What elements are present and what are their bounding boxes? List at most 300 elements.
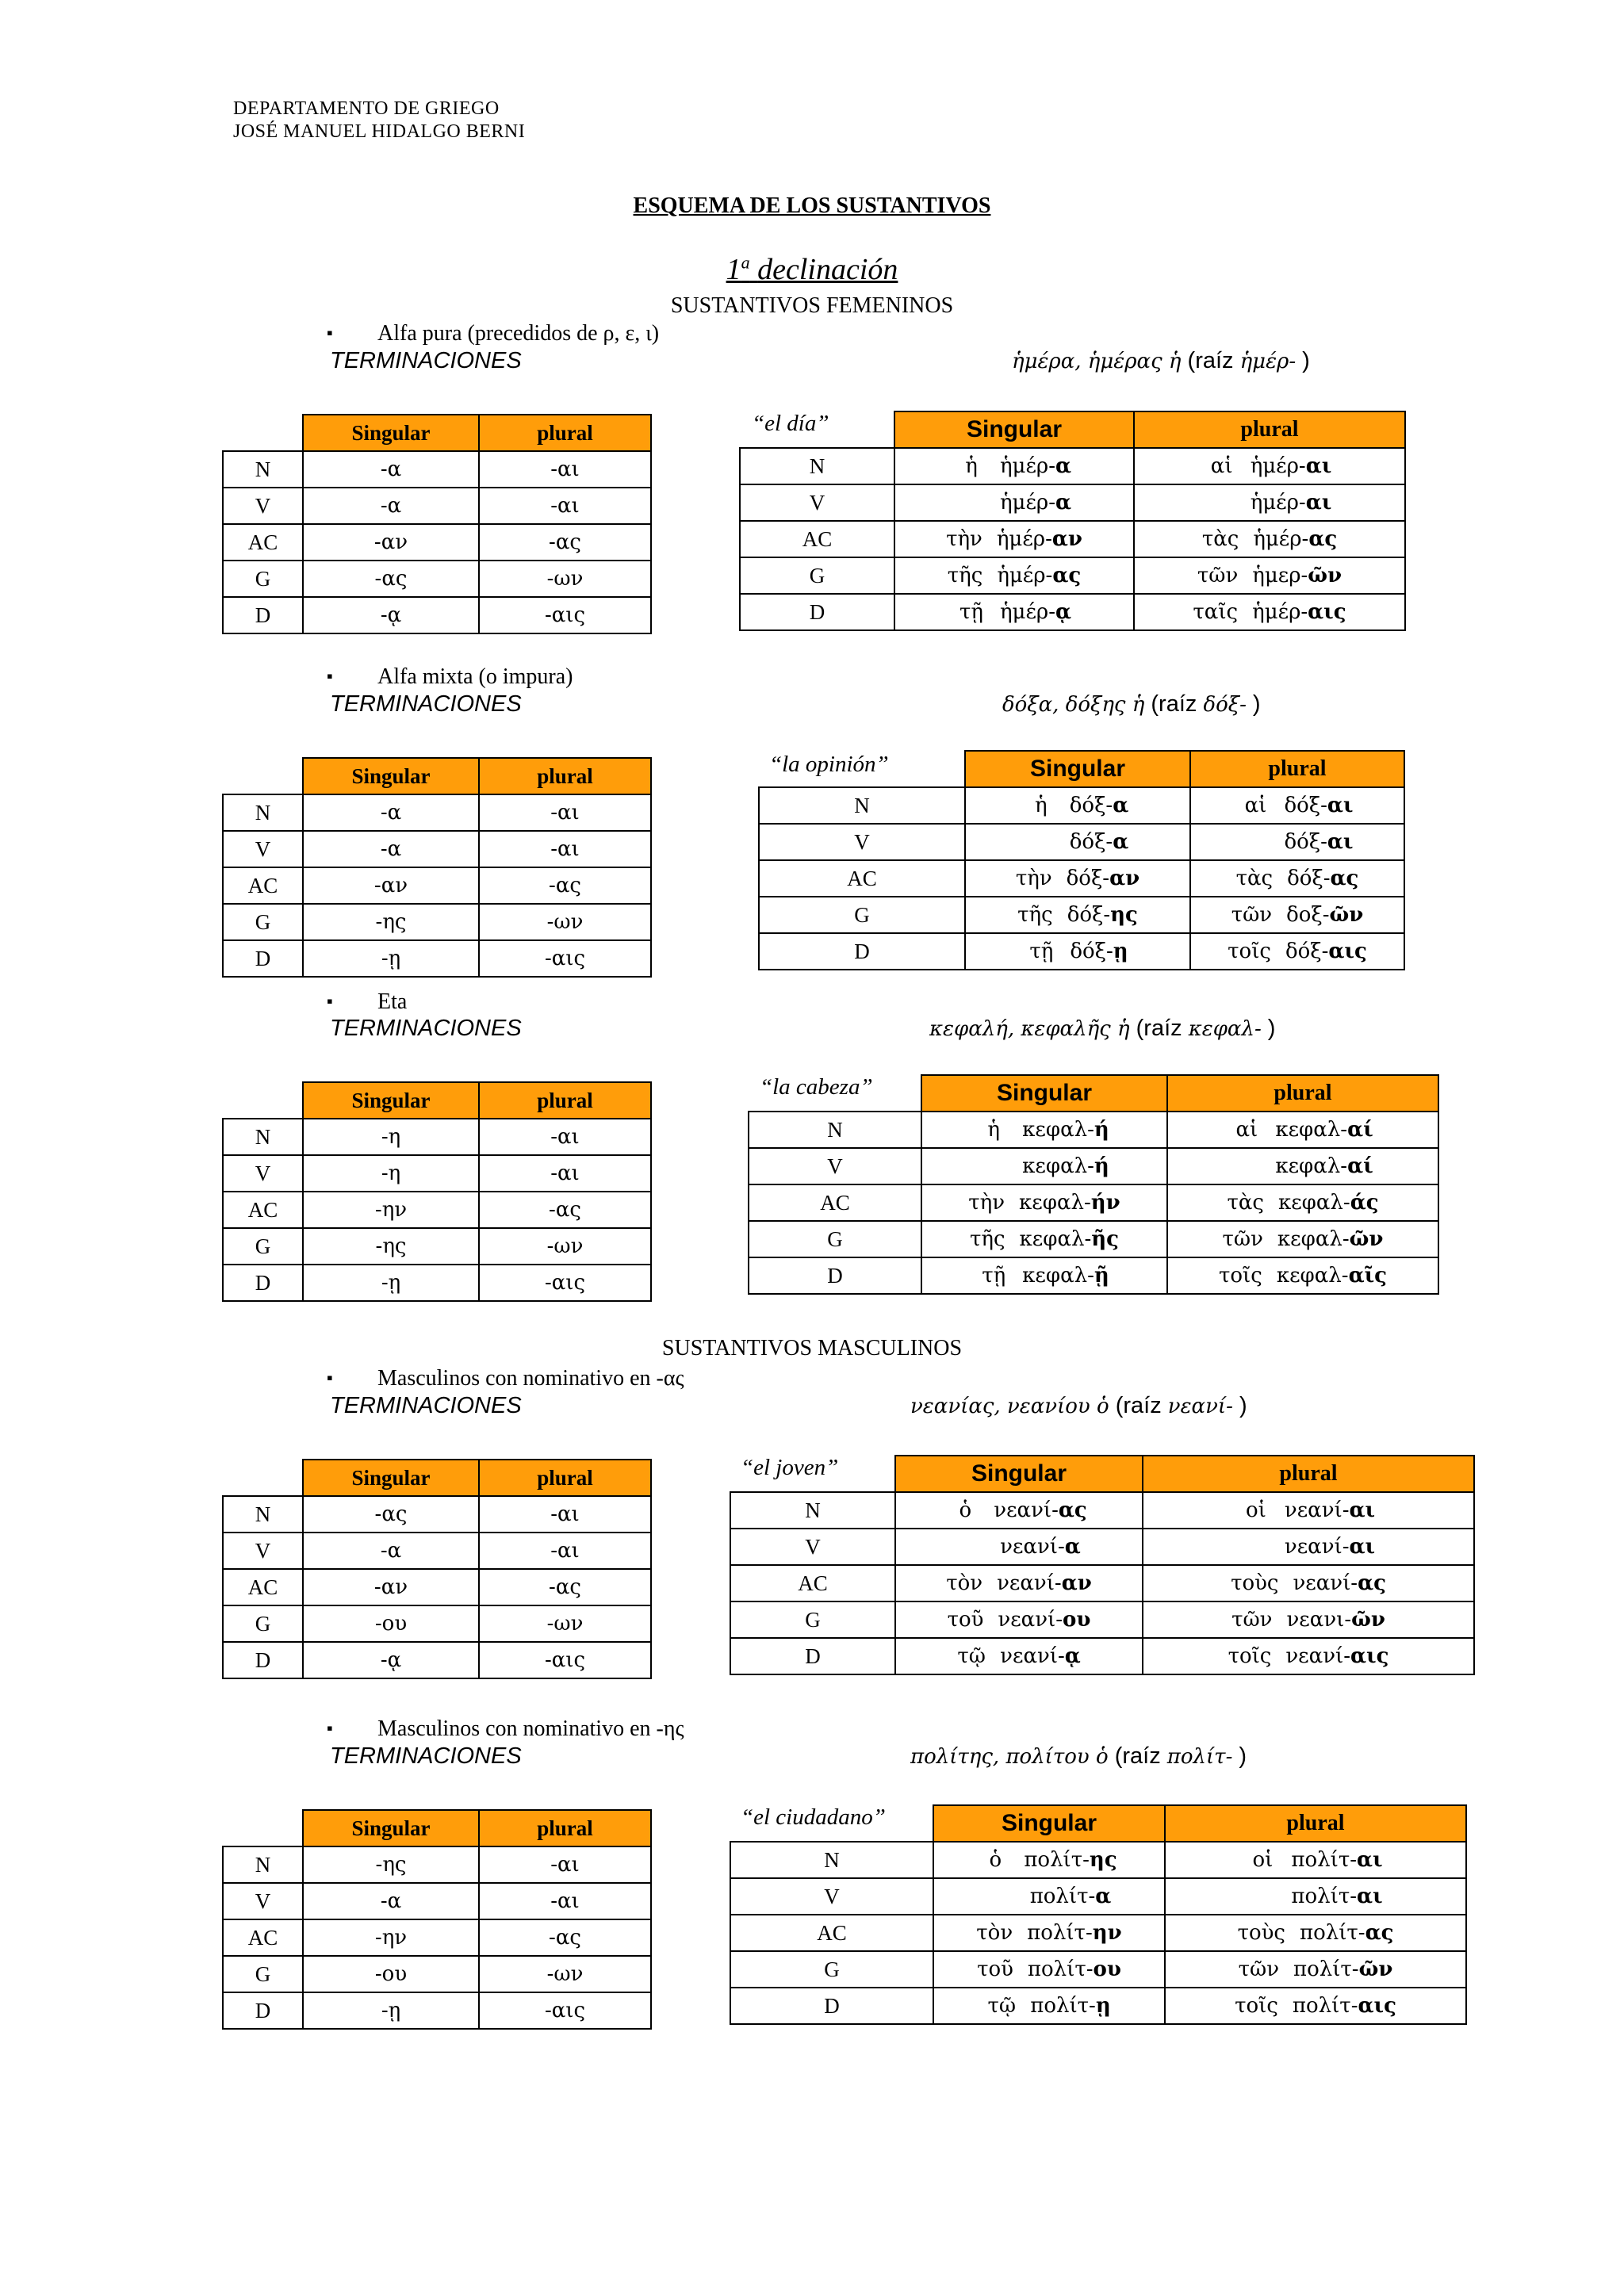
bullet-item: ▪ Alfa pura (precedidos de ρ, ε, ι)	[331, 321, 659, 346]
table-row	[223, 794, 651, 831]
ending: ή	[1094, 1154, 1109, 1178]
plural-form	[1165, 1915, 1466, 1951]
table-row	[223, 904, 651, 940]
singular-ending: -α	[303, 831, 479, 867]
singular-ending: -ῃ	[303, 940, 479, 977]
stem: νεανί-	[1293, 1571, 1358, 1595]
noun-lemma: δόξα, δόξης ἡ (raíz δόξ- )	[1002, 691, 1261, 717]
singular-ending: -α	[303, 1883, 479, 1919]
article: ἡ	[965, 454, 978, 478]
table-row	[223, 1919, 651, 1956]
ending: ῃ	[1095, 1994, 1111, 2018]
singular-ending: -ας	[303, 1496, 479, 1533]
ending: αί	[1347, 1154, 1373, 1178]
ending: ῶν	[1349, 1227, 1384, 1251]
article: τοὺς	[1231, 1571, 1279, 1595]
article: τῶν	[1222, 1227, 1263, 1251]
stem: κεφαλ-	[1022, 1154, 1094, 1178]
table-row	[749, 1112, 1438, 1148]
ending: ᾳ	[1064, 1644, 1081, 1668]
case-label: AC	[223, 1569, 303, 1605]
stem: δοξ-	[1286, 903, 1330, 927]
ending: αις	[1350, 1644, 1389, 1668]
case-label: AC	[223, 524, 303, 561]
stem: δόξ-	[1287, 867, 1331, 890]
ending: αις	[1308, 600, 1346, 624]
plural-ending: -αις	[479, 940, 651, 977]
plural-form	[1134, 594, 1405, 630]
case-label: V	[223, 1883, 303, 1919]
table-row	[223, 1605, 651, 1642]
plural-ending: -αι	[479, 488, 651, 524]
stem: ἡμέρ-	[1250, 454, 1306, 478]
table-row	[223, 1992, 651, 2029]
plural-ending: -αι	[479, 451, 651, 488]
ending: αῖς	[1348, 1264, 1387, 1288]
plural-ending: -αις	[479, 1642, 651, 1678]
article: τῆς	[969, 1227, 1005, 1251]
table-row	[730, 1988, 1466, 2024]
singular-form	[894, 448, 1134, 484]
ending: αν	[1061, 1571, 1092, 1595]
table-row	[740, 594, 1405, 630]
page-title: ESQUEMA DE LOS SUSTANTIVOS	[633, 193, 991, 218]
table-row	[223, 1496, 651, 1533]
plural-form	[1134, 557, 1405, 594]
stem: νεανί-	[997, 1571, 1062, 1595]
stem: πολίτ-	[1029, 1885, 1096, 1908]
singular-ending: -ου	[303, 1956, 479, 1992]
ending: αι	[1327, 830, 1354, 854]
stem: ἡμέρ-	[997, 564, 1053, 587]
ending: αι	[1357, 1848, 1383, 1872]
stem: πολίτ-	[1291, 1848, 1357, 1872]
plural-ending: -ας	[479, 1569, 651, 1605]
stem: κεφαλ-	[1277, 1227, 1350, 1251]
singular-form	[921, 1112, 1167, 1148]
case-label: D	[223, 1992, 303, 2029]
case-label: AC	[749, 1184, 921, 1221]
case-label: V	[223, 1155, 303, 1192]
noun-lemma: νεανίας, νεανίου ὁ (raíz νεανί- )	[910, 1393, 1247, 1418]
stem: κεφαλ-	[1277, 1191, 1350, 1215]
singular-form	[965, 787, 1190, 824]
table-row	[740, 448, 1405, 484]
article: τὴν	[968, 1191, 1005, 1215]
plural-header: plural	[479, 1082, 651, 1119]
table-row	[740, 484, 1405, 521]
plural-ending: -ων	[479, 904, 651, 940]
ending: ης	[1110, 903, 1138, 927]
case-label: AC	[223, 867, 303, 904]
stem: ἡμέρ-	[1250, 491, 1306, 515]
ending: ας	[1058, 1498, 1087, 1522]
case-label: D	[730, 1988, 933, 2024]
table-row	[740, 521, 1405, 557]
plural-form	[1143, 1565, 1474, 1601]
stem: ἡμέρ-	[1252, 600, 1308, 624]
plural-form	[1190, 860, 1404, 897]
stem: δόξ-	[1066, 867, 1110, 890]
case-label: D	[759, 933, 965, 970]
article: τῆς	[947, 564, 983, 587]
stem: νεανί-	[1284, 1498, 1350, 1522]
department-name: DEPARTAMENTO DE GRIEGO	[233, 98, 500, 119]
case-label: N	[740, 448, 894, 484]
article: τῶν	[1197, 564, 1239, 587]
singular-ending: -ης	[303, 904, 479, 940]
article: ὁ	[989, 1848, 1002, 1872]
table-row	[730, 1842, 1466, 1878]
meaning-label: “el joven”	[741, 1455, 839, 1480]
ending: αι	[1305, 491, 1332, 515]
bullet-item: ▪ Eta	[331, 989, 407, 1015]
case-label: V	[740, 484, 894, 521]
table-row	[730, 1951, 1466, 1988]
plural-form	[1167, 1184, 1438, 1221]
case-label: AC	[223, 1192, 303, 1228]
endings-table	[222, 414, 652, 634]
plural-ending: -αις	[479, 1265, 651, 1301]
plural-ending: -αι	[479, 1496, 651, 1533]
meaning-label: “la opinión”	[769, 752, 889, 777]
singular-form	[921, 1184, 1167, 1221]
table-row	[223, 831, 651, 867]
singular-form	[921, 1221, 1167, 1257]
table-row	[223, 597, 651, 633]
article: οἱ	[1245, 1498, 1266, 1522]
ending: ας	[1052, 564, 1082, 587]
singular-form	[933, 1878, 1165, 1915]
plural-header: plural	[1190, 751, 1404, 787]
terminaciones-label: TERMINACIONES	[330, 348, 522, 373]
case-label: N	[223, 451, 303, 488]
plural-header: plural	[1167, 1075, 1438, 1112]
table-row	[759, 824, 1404, 860]
ending: ῃ	[1113, 939, 1128, 963]
singular-header: Singular	[921, 1075, 1167, 1112]
case-label: AC	[740, 521, 894, 557]
article: τοῖς	[1219, 1264, 1262, 1288]
article: ταῖς	[1193, 600, 1239, 624]
plural-form	[1134, 448, 1405, 484]
article: τῆς	[1017, 903, 1053, 927]
table-row	[740, 557, 1405, 594]
singular-ending: -ᾳ	[303, 597, 479, 633]
ending: α	[1113, 830, 1129, 854]
ending: α	[1055, 454, 1072, 478]
endings-table	[222, 1809, 652, 2030]
singular-form	[894, 557, 1134, 594]
case-label: AC	[730, 1915, 933, 1951]
plural-ending: -αι	[479, 1883, 651, 1919]
singular-ending: -η	[303, 1155, 479, 1192]
stem: ἡμέρ-	[996, 527, 1052, 551]
ending: αι	[1305, 454, 1332, 478]
singular-ending: -η	[303, 1119, 479, 1155]
article: τοῦ	[947, 1608, 984, 1632]
bullet-item: ▪ Masculinos con nominativo en -ης	[331, 1716, 684, 1742]
ending: αις	[1358, 1994, 1396, 2018]
endings-table	[222, 1459, 652, 1679]
ending: αι	[1349, 1535, 1376, 1559]
case-label: N	[223, 1496, 303, 1533]
singular-ending: -ης	[303, 1228, 479, 1265]
ending: ῶν	[1329, 903, 1364, 927]
table-row	[730, 1638, 1474, 1674]
case-label: N	[759, 787, 965, 824]
stem: νεανί-	[1000, 1535, 1065, 1559]
article: τὴν	[946, 527, 982, 551]
singular-form	[933, 1951, 1165, 1988]
plural-form	[1190, 933, 1404, 970]
plural-form	[1165, 1878, 1466, 1915]
singular-ending: -ας	[303, 561, 479, 597]
singular-header: Singular	[965, 751, 1190, 787]
plural-ending: -αι	[479, 1155, 651, 1192]
singular-header: Singular	[895, 1456, 1143, 1492]
stem: ἡμέρ-	[999, 491, 1055, 515]
meaning-label: “el ciudadano”	[741, 1804, 886, 1830]
table-row	[730, 1878, 1466, 1915]
stem: δόξ-	[1067, 903, 1111, 927]
table-row	[223, 1119, 651, 1155]
case-label: G	[223, 904, 303, 940]
terminaciones-label: TERMINACIONES	[330, 1393, 522, 1418]
meaning-label: “el día”	[752, 411, 829, 436]
singular-ending: -ῃ	[303, 1992, 479, 2029]
stem: νεανι-	[1286, 1608, 1352, 1632]
plural-header: plural	[479, 1810, 651, 1846]
table-row	[730, 1915, 1466, 1951]
stem: δόξ-	[1285, 939, 1329, 963]
meaning-label: “la cabeza”	[760, 1074, 873, 1100]
noun-lemma: ἡμέρα, ἡμέρας ἡ (raíz ἡμέρ- )	[1012, 348, 1310, 373]
masculine-section-heading: SUSTANTIVOS MASCULINOS	[661, 1336, 963, 1360]
stem: κεφαλ-	[1275, 1118, 1348, 1142]
article: τῇ	[1029, 939, 1054, 963]
table-row	[223, 1956, 651, 1992]
plural-form	[1143, 1638, 1474, 1674]
case-label: V	[759, 824, 965, 860]
table-row	[223, 1846, 651, 1883]
example-table	[730, 1804, 1467, 2025]
table-row	[759, 860, 1404, 897]
singular-ending: -αν	[303, 1569, 479, 1605]
singular-form	[965, 824, 1190, 860]
noun-lemma: κεφαλή, κεφαλῆς ἡ (raíz κεφαλ- )	[929, 1016, 1276, 1041]
article: τοὺς	[1237, 1921, 1285, 1945]
plural-header: plural	[479, 1460, 651, 1496]
case-label: N	[223, 1119, 303, 1155]
author-name: JOSÉ MANUEL HIDALGO BERNI	[233, 121, 526, 142]
article: τοῖς	[1235, 1994, 1278, 2018]
article: τὸν	[946, 1571, 983, 1595]
declension-heading: 1$^a$ declinación	[726, 252, 898, 286]
article: τῶν	[1238, 1957, 1279, 1981]
stem: πολίτ-	[1027, 1921, 1093, 1945]
singular-form	[965, 860, 1190, 897]
singular-header: Singular	[303, 1082, 479, 1119]
singular-ending: -αν	[303, 867, 479, 904]
case-label: V	[730, 1529, 895, 1565]
stem: νεανί-	[998, 1608, 1063, 1632]
stem: κεφαλ-	[1276, 1264, 1349, 1288]
singular-ending: -α	[303, 451, 479, 488]
case-label: D	[223, 1642, 303, 1678]
article: τὰς	[1201, 527, 1239, 551]
ending: ας	[1308, 527, 1338, 551]
singular-form	[895, 1601, 1143, 1638]
singular-form	[921, 1148, 1167, 1184]
plural-form	[1190, 787, 1404, 824]
case-label: D	[749, 1257, 921, 1294]
plural-form	[1134, 484, 1405, 521]
article: τὸν	[976, 1921, 1013, 1945]
ending: ας	[1358, 1571, 1386, 1595]
plural-ending: -ας	[479, 1192, 651, 1228]
table-row	[759, 933, 1404, 970]
table-row	[730, 1529, 1474, 1565]
stem: νεανί-	[1285, 1644, 1350, 1668]
case-label: G	[740, 557, 894, 594]
terminaciones-label: TERMINACIONES	[330, 1743, 522, 1769]
ending: ή	[1094, 1118, 1109, 1142]
case-label: V	[223, 831, 303, 867]
stem: πολίτ-	[1299, 1921, 1365, 1945]
case-label: D	[730, 1638, 895, 1674]
plural-ending: -αι	[479, 831, 651, 867]
singular-form	[895, 1492, 1143, 1529]
case-label: G	[759, 897, 965, 933]
singular-form	[965, 933, 1190, 970]
article: τῇ	[959, 600, 983, 624]
case-label: D	[223, 597, 303, 633]
plural-ending: -ας	[479, 524, 651, 561]
case-label: N	[749, 1112, 921, 1148]
example-table	[758, 750, 1405, 970]
plural-header: plural	[479, 758, 651, 794]
ending: ην	[1092, 1921, 1122, 1945]
plural-form	[1190, 897, 1404, 933]
stem: δόξ-	[1284, 794, 1327, 817]
ending: ῶν	[1358, 1957, 1393, 1981]
table-row	[730, 1565, 1474, 1601]
article: αἱ	[1210, 454, 1233, 478]
ending: α	[1055, 491, 1072, 515]
ending: αις	[1328, 939, 1367, 963]
table-row	[749, 1148, 1438, 1184]
ending: α	[1064, 1535, 1081, 1559]
article: αἱ	[1244, 794, 1267, 817]
case-label: V	[223, 1533, 303, 1569]
case-label: N	[730, 1492, 895, 1529]
case-label: AC	[223, 1919, 303, 1956]
singular-ending: -ᾳ	[303, 1642, 479, 1678]
plural-header: plural	[479, 415, 651, 451]
singular-header: Singular	[303, 415, 479, 451]
stem: πολίτ-	[1027, 1957, 1094, 1981]
singular-ending: -α	[303, 794, 479, 831]
case-label: D	[223, 1265, 303, 1301]
ending: αν	[1051, 527, 1082, 551]
article: ὁ	[959, 1498, 972, 1522]
case-label: N	[223, 1846, 303, 1883]
article: ἡ	[1034, 794, 1048, 817]
singular-form	[895, 1638, 1143, 1674]
ending: ήν	[1090, 1191, 1120, 1215]
stem: κεφαλ-	[1022, 1264, 1094, 1288]
singular-form	[933, 1915, 1165, 1951]
case-label: D	[740, 594, 894, 630]
stem: ἡμέρ-	[999, 600, 1055, 624]
plural-form	[1165, 1842, 1466, 1878]
case-label: G	[223, 561, 303, 597]
plural-form	[1143, 1492, 1474, 1529]
terminaciones-label: TERMINACIONES	[330, 1016, 522, 1041]
singular-form	[894, 594, 1134, 630]
case-label: D	[223, 940, 303, 977]
singular-ending: -ῃ	[303, 1265, 479, 1301]
ending: αι	[1327, 794, 1354, 817]
ending: ῶν	[1308, 564, 1342, 587]
singular-header: Singular	[303, 1460, 479, 1496]
table-row	[223, 1155, 651, 1192]
table-row	[730, 1492, 1474, 1529]
table-row	[759, 897, 1404, 933]
ending: ῶν	[1351, 1608, 1385, 1632]
singular-ending: -α	[303, 488, 479, 524]
table-row	[223, 940, 651, 977]
ending: αί	[1347, 1118, 1373, 1142]
stem: πολίτ-	[1291, 1885, 1357, 1908]
case-label: N	[223, 794, 303, 831]
example-table	[739, 411, 1406, 631]
singular-ending: -ου	[303, 1605, 479, 1642]
singular-form	[895, 1565, 1143, 1601]
article: οἱ	[1252, 1848, 1274, 1872]
singular-form	[895, 1529, 1143, 1565]
case-label: G	[730, 1601, 895, 1638]
singular-header: Singular	[303, 758, 479, 794]
table-row	[223, 451, 651, 488]
ending: ου	[1063, 1608, 1091, 1632]
table-row	[223, 1642, 651, 1678]
table-row	[223, 1192, 651, 1228]
table-row	[223, 1569, 651, 1605]
ending: ῇ	[1094, 1264, 1109, 1288]
singular-ending: -ην	[303, 1919, 479, 1956]
stem: ἡμέρ-	[999, 454, 1055, 478]
endings-table	[222, 757, 652, 978]
table-row	[223, 867, 651, 904]
article: τοῦ	[977, 1957, 1013, 1981]
plural-ending: -αι	[479, 1119, 651, 1155]
table-row	[223, 1265, 651, 1301]
case-label: G	[223, 1605, 303, 1642]
singular-form	[965, 897, 1190, 933]
plural-form	[1167, 1221, 1438, 1257]
stem: νεανί-	[1000, 1644, 1065, 1668]
article: τὰς	[1227, 1191, 1264, 1215]
stem: δόξ-	[1070, 939, 1113, 963]
ending: ας	[1365, 1921, 1394, 1945]
noun-lemma: πολίτης, πολίτου ὁ (raíz πολίτ- )	[910, 1743, 1247, 1769]
article: τὴν	[1015, 867, 1052, 890]
plural-header: plural	[1143, 1456, 1474, 1492]
case-label: V	[749, 1148, 921, 1184]
ending: ῆς	[1091, 1227, 1119, 1251]
